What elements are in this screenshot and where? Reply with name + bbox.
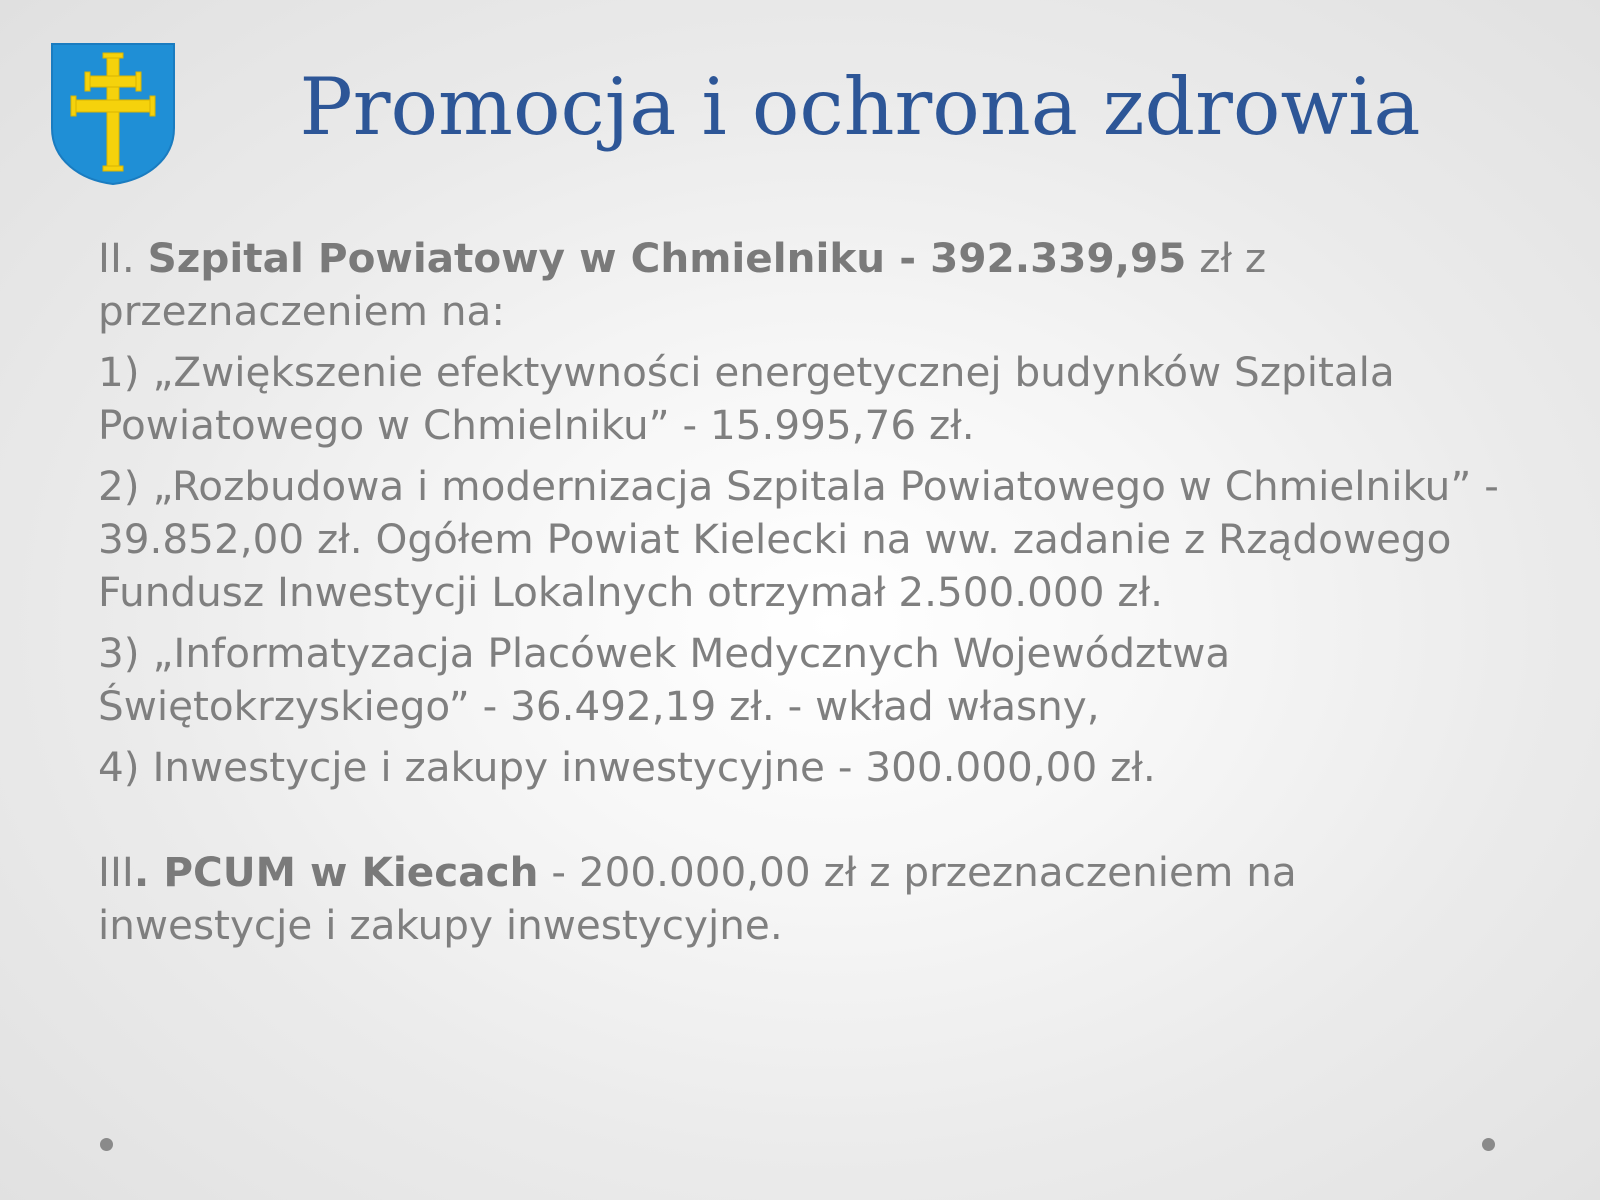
section-ii xyxy=(98,232,1518,338)
footer-dot-right xyxy=(1482,1138,1495,1151)
slide-title: Promocja i ochrona zdrowia xyxy=(299,61,1421,153)
section-iii xyxy=(98,846,1518,952)
coat-of-arms-double-cross-icon xyxy=(50,42,176,186)
section-iii-numeral: III xyxy=(98,848,134,896)
slide-body xyxy=(98,232,1518,960)
list-item: 2) „Rozbudowa i modernizacja Szpitala Powiatowego w Chmielniku” - 39.852,00 zł. Ogółem Powiat Kielecki na ww. zadanie z Rządowego Fundusz Inwestycji Lokalnych otrzymał 2.500.000 zł. xyxy=(98,462,1499,616)
list-item: 1) „Zwiększenie efektywności energetycznej budynków Szpitala Powiatowego w Chmielniku” - 15.995,76 zł. xyxy=(98,348,1395,449)
list-item: 4) Inwestycje i zakupy inwestycyjne - 300.000,00 zł. xyxy=(98,743,1156,791)
list-item: 3) „Informatyzacja Placówek Medycznych Województwa Świętokrzyskiego” - 36.492,19 zł. - wkład własny, xyxy=(98,629,1231,730)
section-ii-numeral: II. xyxy=(98,234,135,282)
footer-dot-left xyxy=(100,1138,113,1151)
section-ii-name: Szpital Powiatowy w Chmielniku - 392.339,95 xyxy=(147,234,1187,282)
section-iii-name: . PCUM w Kiecach xyxy=(133,848,539,896)
section-ii-suffix: zł z przeznaczeniem na: xyxy=(98,234,1267,335)
section-iii-suffix: - 200.000,00 zł z przeznaczeniem na inwestycje i zakupy inwestycyjne. xyxy=(98,848,1297,949)
